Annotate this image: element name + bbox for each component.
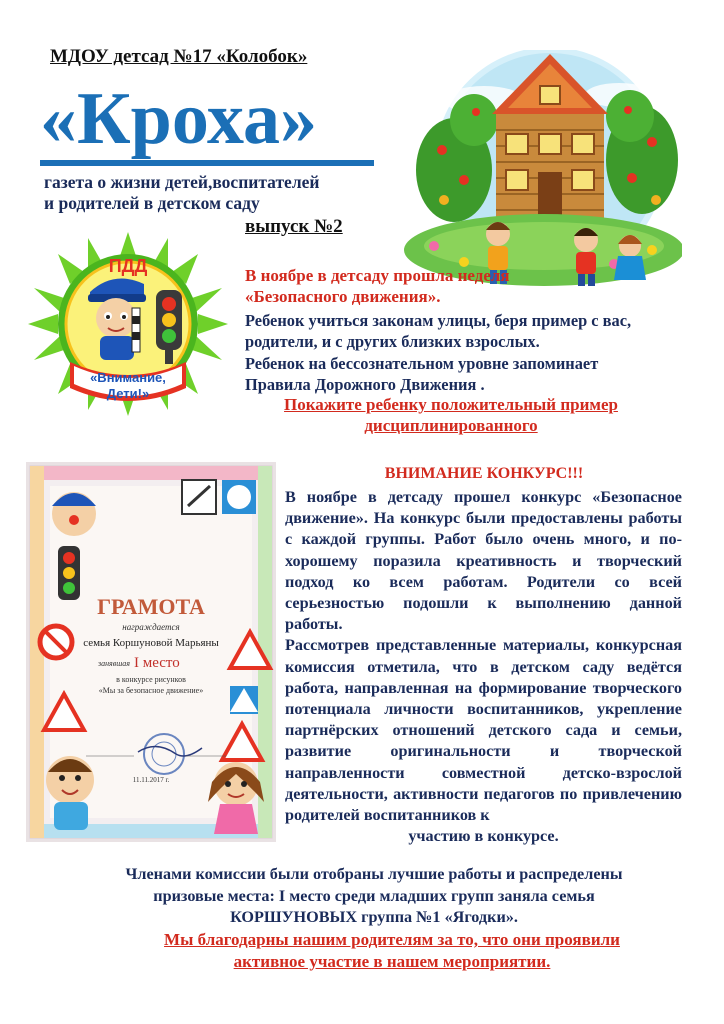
certificate-place: I место xyxy=(134,655,180,671)
safety-week-call-to-action xyxy=(252,394,650,436)
cta-line: дисциплинированного xyxy=(364,416,538,435)
badge-top-label: ПДД xyxy=(108,256,148,276)
certificate-contest-line: «Мы за безопасное движение» xyxy=(98,686,204,695)
certificate-awarded: награждается xyxy=(122,622,180,632)
body-line: родители, и с других близких взрослых. xyxy=(245,332,540,352)
certificate-photo xyxy=(26,462,276,842)
jury-line: Членами комиссии были отобраны лучшие работы и распределены xyxy=(125,865,623,883)
certificate-date: 11.11.2017 г. xyxy=(132,776,170,784)
newspaper-title: «Кроха» xyxy=(40,78,317,160)
certificate-heading: ГРАМОТА xyxy=(97,594,205,619)
title-line: В ноябре в детсаду прошла неделя xyxy=(245,266,510,285)
body-line: Правила Дорожного Движения . xyxy=(245,374,485,394)
pdd-badge xyxy=(28,232,228,416)
subtitle-line: и родителей в детском саду xyxy=(44,193,260,213)
newspaper-subtitle xyxy=(44,172,364,214)
jury-line: призовые места: I место среди младших групп заняла семья xyxy=(153,886,595,905)
contest-title: ВНИМАНИЕ КОНКУРС!!! xyxy=(384,465,584,482)
thanks-line: активное участие в нашем мероприятии. xyxy=(233,952,551,971)
issue-number: выпуск №2 xyxy=(245,216,343,237)
jury-note xyxy=(40,864,708,929)
certificate-place-prefix: занявшая xyxy=(97,659,130,668)
contest-paragraph: Рассмотрев представленные материалы, конкурсная комиссия отметила, что в детском саду ведётся работа, направленная на формирование творческого потенциала личности воспитанников, укрепление партнёрских отношений детского сада и семьи, развитие оригинальности и творческой направленности совместной детско-взрослой деятельности, активности педагогов по привлечению родителей воспитанников к xyxy=(285,636,682,825)
certificate-family: семья Коршуновой Марьяны xyxy=(83,637,219,649)
badge-banner-line: Дети!» xyxy=(106,386,150,401)
subtitle-line: газета о жизни детей,воспитателей xyxy=(44,172,320,192)
safety-week-body xyxy=(245,310,695,395)
thanks-note xyxy=(70,929,714,973)
contest-article xyxy=(285,487,682,847)
certificate-contest-line: в конкурсе рисунков xyxy=(116,675,186,684)
thanks-line: Мы благодарны нашим родителям за то, что они проявили xyxy=(164,930,620,949)
contest-paragraph: участию в конкурсе. xyxy=(408,827,559,846)
badge-banner-line: «Внимание, xyxy=(90,370,166,385)
contest-paragraph: В ноябре в детсаду прошел конкурс «Безопасное движение». На конкурс были предоставлены работы с каждой группы. Работ было очень много, и по-хорошему поразила креативность и творческий подход ко всем работам. Родители со всей серьезностью подошли к выполнению данной работы. xyxy=(285,488,682,634)
body-line: Ребенок на бессознательном уровне запоминает xyxy=(245,353,599,373)
jury-line: КОРШУНОВЫХ группа №1 «Ягодки». xyxy=(230,908,518,926)
treehouse-illustration xyxy=(404,50,682,290)
title-line: «Безопасного движения». xyxy=(245,287,441,306)
kindergarten-name: МДОУ детсад №17 «Колобок» xyxy=(50,46,308,67)
cta-line: Покажите ребенку положительный пример xyxy=(284,395,618,414)
safety-week-title xyxy=(245,265,575,307)
body-line: Ребенок учиться законам улицы, беря пример с вас, xyxy=(245,311,632,330)
title-underline xyxy=(40,160,374,166)
